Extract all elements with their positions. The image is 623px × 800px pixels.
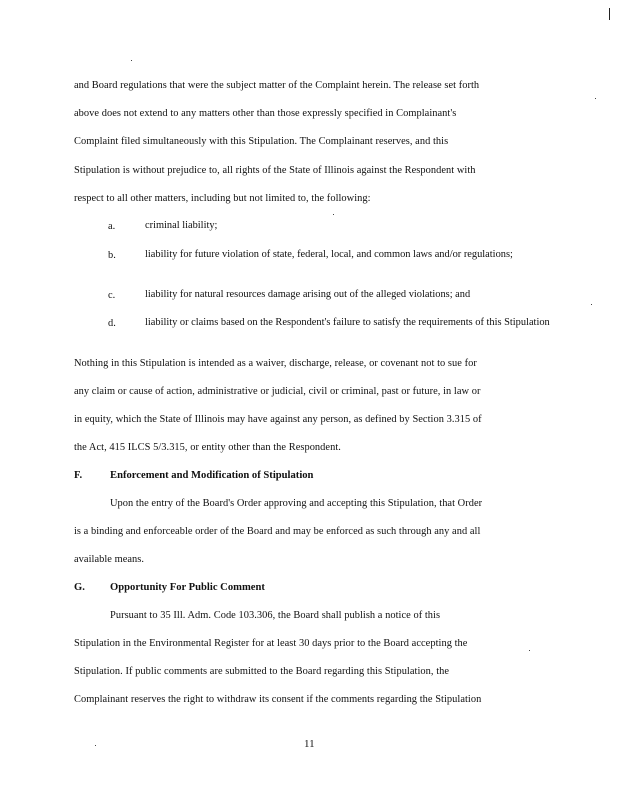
section-g-line: Pursuant to 35 Ill. Adm. Code 103.306, the Board shall publish a notice of this	[110, 610, 441, 621]
section-g-letter: G.	[74, 582, 85, 593]
body-line: Complaint filed simultaneously with this Stipulation. The Complainant reserves, and this	[74, 136, 449, 147]
scan-edge-mark	[609, 8, 610, 20]
body-line: any claim or cause of action, administrative or judicial, civil or criminal, past or future, in law or	[74, 386, 481, 397]
list-item-text: liability for natural resources damage arising out of the alleged violations; and	[145, 289, 471, 300]
page-number: 11	[304, 738, 315, 750]
list-item-letter: a.	[108, 221, 116, 232]
section-g-title: Opportunity For Public Comment	[110, 582, 265, 593]
list-item-text: criminal liability;	[145, 220, 218, 231]
scan-speck	[95, 745, 96, 746]
section-g-line: Complainant reserves the right to withdraw its consent if the comments regarding the Stipulation	[74, 694, 482, 705]
list-item-letter: b.	[108, 250, 116, 261]
list-item-text: liability or claims based on the Respondent's failure to satisfy the requirements of this Stipulation	[145, 317, 550, 328]
body-line: Stipulation is without prejudice to, all rights of the State of Illinois against the Respondent with	[74, 165, 476, 176]
body-line: respect to all other matters, including but not limited to, the following:	[74, 193, 371, 204]
scan-speck	[131, 60, 132, 61]
scan-speck	[333, 214, 334, 215]
section-f-letter: F.	[74, 470, 83, 481]
scan-speck	[595, 98, 596, 99]
section-f-line: Upon the entry of the Board's Order approving and accepting this Stipulation, that Order	[110, 498, 483, 509]
body-line: above does not extend to any matters other than those expressly specified in Complainant's	[74, 108, 457, 119]
body-line: Nothing in this Stipulation is intended as a waiver, discharge, release, or covenant not to sue for	[74, 358, 477, 369]
section-f-title: Enforcement and Modification of Stipulation	[110, 470, 314, 481]
body-line: in equity, which the State of Illinois may have against any person, as defined by Section 3.315 of	[74, 414, 482, 425]
section-g-line: Stipulation in the Environmental Register for at least 30 days prior to the Board accepting the	[74, 638, 468, 649]
section-g-line: Stipulation. If public comments are submitted to the Board regarding this Stipulation, the	[74, 666, 450, 677]
body-line: the Act, 415 ILCS 5/3.315, or entity other than the Respondent.	[74, 442, 341, 453]
section-f-line: is a binding and enforceable order of the Board and may be enforced as such through any and all	[74, 526, 481, 537]
list-item-letter: d.	[108, 318, 116, 329]
list-item-text: liability for future violation of state, federal, local, and common laws and/or regulations;	[145, 249, 513, 260]
scan-speck	[591, 304, 592, 305]
section-f-line: available means.	[74, 554, 145, 565]
list-item-letter: c.	[108, 290, 116, 301]
body-line: and Board regulations that were the subject matter of the Complaint herein. The release set forth	[74, 80, 480, 91]
scan-speck	[529, 650, 530, 651]
